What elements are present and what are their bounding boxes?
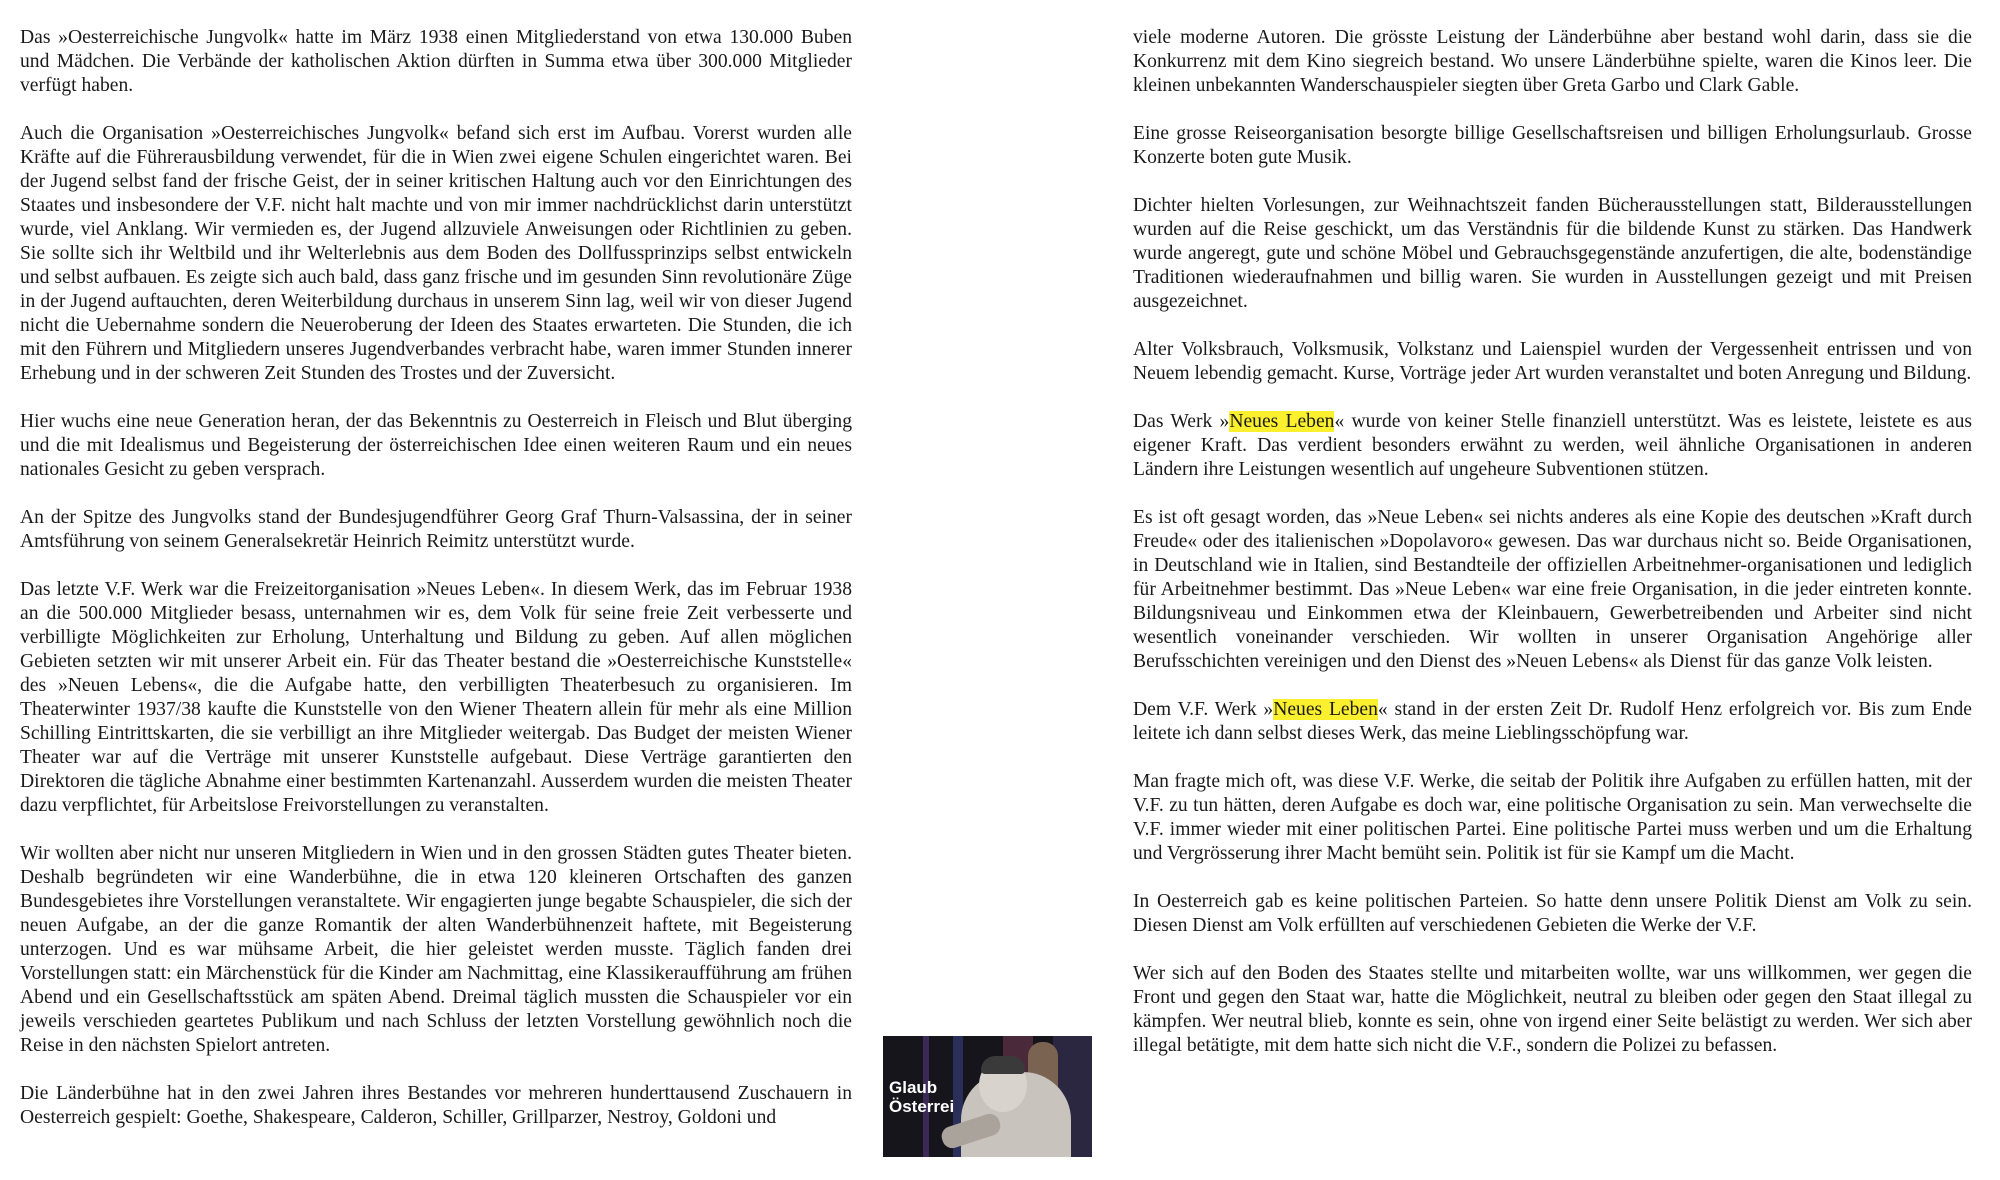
paragraph: Hier wuchs eine neue Generation heran, der das Bekenntnis zu Oesterreich in Fleisch und Blut überging und die mit Idealismus und Begeisterung der österreichischen Idee einen weiteren Raum und ein neues nationales Gesicht zu geben versprach.: [20, 411, 852, 480]
paragraph: Alter Volksbrauch, Volksmusik, Volkstanz und Laienspiel wurden der Vergessenheit entrissen und von Neuem lebendig gemacht. Kurse, Vorträge jeder Art wurden veranstaltet und boten Anregung und Bildung.: [1133, 339, 1972, 384]
paragraph: Man fragte mich oft, was diese V.F. Werke, die seitab der Politik ihre Aufgaben zu erfüllen hatten, mit der V.F. zu tun hätten, deren Aufgabe es doch war, eine politische Organisation zu sein. Man verwechselte die V.F. immer wieder mit einer politischen Partei. Eine politische Partei muss werben und um die Erhaltung und Vergrösserung ihrer Macht bemüht sein. Politik ist für sie Kampf um die Macht.: [1133, 771, 1972, 864]
right-text-column: [1133, 26, 1972, 1082]
highlighted-text: Neues Leben: [1229, 411, 1335, 432]
paragraph: Wir wollten aber nicht nur unseren Mitgliedern in Wien und in den grossen Städten gutes Theater bieten. Deshalb begründeten wir eine Wanderbühne, die in etwa 120 kleineren Ortschaften des ganzen Bundesgebietes ihre Vorstellungen veranstaltete. Wir engagierten junge begabte Schauspieler, die sich der neuen Aufgabe, an der die ganze Romantik der alten Wanderbühnenzeit haftete, mit Begeisterung unterzogen. Und es war mühsame Arbeit, die hier geleistet werden musste. Täglich fanden drei Vorstellungen statt: ein Märchenstück für die Kinder am Nachmittag, eine Klassikeraufführung am frühen Abend und ein Gesellschaftsstück am späten Abend. Dreimal täglich mussten die Schauspieler vor ein jeweils verschieden geartetes Publikum und nach Schluss der letzten Vorstellung gewöhnlich noch die Reise in den nächsten Spielort antreten.: [20, 843, 852, 1056]
left-text-column: [20, 26, 852, 1154]
person-hair: [981, 1056, 1025, 1074]
text-segment: Dem V.F. Werk »: [1133, 699, 1274, 720]
paragraph: Das letzte V.F. Werk war die Freizeitorganisation »Neues Leben«. In diesem Werk, das im Februar 1938 an die 500.000 Mitglieder besass, unternahmen wir es, dem Volk für seine freie Zeit verbesserte und verbilligte Möglichkeiten zur Erholung, Unterhaltung und Bildung zu geben. Auf allen möglichen Gebieten setzten wir mit unserer Arbeit ein. Für das Theater bestand die »Oesterreichische Kunststelle« des »Neuen Lebens«, die die Aufgabe hatte, den verbilligten Theaterbesuch zu organisieren. Im Theaterwinter 1937/38 kaufte die Kunststelle von den Wiener Theatern allein für mehr als eine Million Schilling Eintrittskarten, die sie verbilligt an ihre Mitglieder weitergab. Das Budget der meisten Wiener Theater war auf die Verträge mit unserer Kunststelle aufgebaut. Diese Verträge garantierten den Direktoren die tägliche Abnahme einer bestimmten Kartenanzahl. Ausserdem wurden die meisten Theater dazu verpflichtet, für Arbeitslose Freivorstellungen zu veranstalten.: [20, 579, 852, 816]
paragraph: Eine grosse Reiseorganisation besorgte billige Gesellschaftsreisen und billigen Erholungsurlaub. Grosse Konzerte boten gute Musik.: [1133, 123, 1972, 168]
thumbnail-caption: Glaub Österrei: [889, 1078, 955, 1116]
paragraph: Dichter hielten Vorlesungen, zur Weihnachtszeit fanden Bücherausstellungen statt, Bilderausstellungen wurden auf die Reise geschickt, um das Verständnis für die bildende Kunst zu stärken. Das Handwerk wurde angeregt, gute und schöne Möbel und Gebrauchsgegenstände anzufertigen, die alte, bodenständige Traditionen wiederaufnahmen und billig waren. Sie wurden in Ausstellungen gezeigt und mit Preisen ausgezeichnet.: [1133, 195, 1972, 312]
paragraph: Die Länderbühne hat in den zwei Jahren ihres Bestandes vor mehreren hunderttausend Zuschauern in Oesterreich gespielt: Goethe, Shakespeare, Calderon, Schiller, Grillparzer, Nestroy, Goldoni und: [20, 1083, 852, 1128]
paragraph: Das »Oesterreichische Jungvolk« hatte im März 1938 einen Mitgliederstand von etwa 130.000 Buben und Mädchen. Die Verbände der katholischen Aktion dürften in Summa etwa über 300.000 Mitglieder verfügt haben.: [20, 27, 852, 96]
paragraph-with-highlight: [1133, 698, 1972, 746]
paragraph: Auch die Organisation »Oesterreichisches Jungvolk« befand sich erst im Aufbau. Vorerst wurden alle Kräfte auf die Führerausbildung verwendet, für die in Wien zwei eigene Schulen eingerichtet waren. Bei der Jugend selbst fand der frische Geist, der in seiner kritischen Haltung auch vor den Einrichtungen des Staates und insbesondere der V.F. nicht halt machte und von mir immer nachdrücklichst darin unterstützt wurde, viel Anklang. Wir vermieden es, der Jugend allzuviele Anweisungen oder Richtlinien zu geben. Sie sollte sich ihr Weltbild und ihr Welterlebnis aus dem Boden des Dollfussprinzips selbst entwickeln und selbst aufbauen. Es zeigte sich auch bald, dass ganz frische und im gesunden Sinn revolutionäre Züge in der Jugend auftauchten, deren Weiterbildung durchaus in unserem Sinn lag, weil wir von dieser Jugend nicht die Uebernahme sondern die Neueroberung der Ideen des Staates erwarteten. Die Stunden, die ich mit den Führern und Mitgliedern unseres Jugendverbandes verbracht habe, waren immer Stunden innerer Erhebung und in der schweren Zeit Stunden des Trostes und der Zuversicht.: [20, 123, 852, 384]
text-segment: « wurde von keiner Stelle finanziell unterstützt. Was es leistete, leistete es aus eigener Kraft. Das verdient besonders erwähnt zu werden, weil ähnliche Organisationen in anderen Ländern ihre Leistungen wesentlich auf ungeheure Subventionen stützen.: [1133, 411, 1973, 480]
paragraph: viele moderne Autoren. Die grösste Leistung der Länderbühne aber bestand wohl darin, dass sie die Konkurrenz mit dem Kino siegreich bestand. Wo unsere Länderbühne spielte, waren die Kinos leer. Die kleinen unbekannten Wanderschauspieler siegten über Greta Garbo und Clark Gable.: [1133, 27, 1972, 96]
paragraph-with-highlight: [1133, 410, 1972, 482]
paragraph: Es ist oft gesagt worden, das »Neue Leben« sei nichts anderes als eine Kopie des deutschen »Kraft durch Freude« oder des italienischen »Dopolavoro« gewesen. Das war durchaus nicht so. Beide Organisationen, in Deutschland wie in Italien, sind Bestandteile der offiziellen Arbeitnehmer-organisationen und lediglich für Arbeitnehmer bestimmt. Das »Neue Leben« war eine freie Organisation, in die jeder eintreten konnte. Bildungsniveau und Einkommen etwa der Kleinbauern, Gewerbetreibenden und Arbeiter sind nicht wesentlich voneinander verschieden. Wir wollten in unserer Organisation Angehörige aller Berufsschichten vereinigen und den Dienst des »Neuen Lebens« als Dienst für das ganze Volk leisten.: [1133, 507, 1972, 672]
paragraph: Wer sich auf den Boden des Staates stellte und mitarbeiten wollte, war uns willkommen, wer gegen die Front und gegen den Staat war, hatte die Möglichkeit, neutral zu bleiben oder gegen den Staat illegal zu kämpfen. Wer neutral blieb, konnte es sein, ohne von irgend einer Seite belästigt zu werden. Wer sich aber illegal betätigte, mit dem hatte sich nicht die V.F., sondern die Polizei zu befassen.: [1133, 963, 1972, 1056]
text-segment: « stand in der ersten Zeit Dr. Rudolf Henz erfolgreich vor. Bis zum Ende leitete ich dann selbst dieses Werk, das meine Lieblingsschöpfung war.: [1133, 699, 1973, 744]
video-thumbnail[interactable]: [883, 1036, 1092, 1157]
paragraph: In Oesterreich gab es keine politischen Parteien. So hatte denn unsere Politik Dienst am Volk zu sein. Diesen Dienst am Volk erfüllten auf verschiedenen Gebieten die Werke der V.F.: [1133, 891, 1972, 936]
text-segment: Das Werk »: [1133, 411, 1230, 432]
highlighted-text: Neues Leben: [1273, 699, 1378, 720]
paragraph: An der Spitze des Jungvolks stand der Bundesjugendführer Georg Graf Thurn-Valsassina, der in seiner Amtsführung von seinem Generalsekretär Heinrich Reimitz unterstützt wurde.: [20, 507, 852, 552]
